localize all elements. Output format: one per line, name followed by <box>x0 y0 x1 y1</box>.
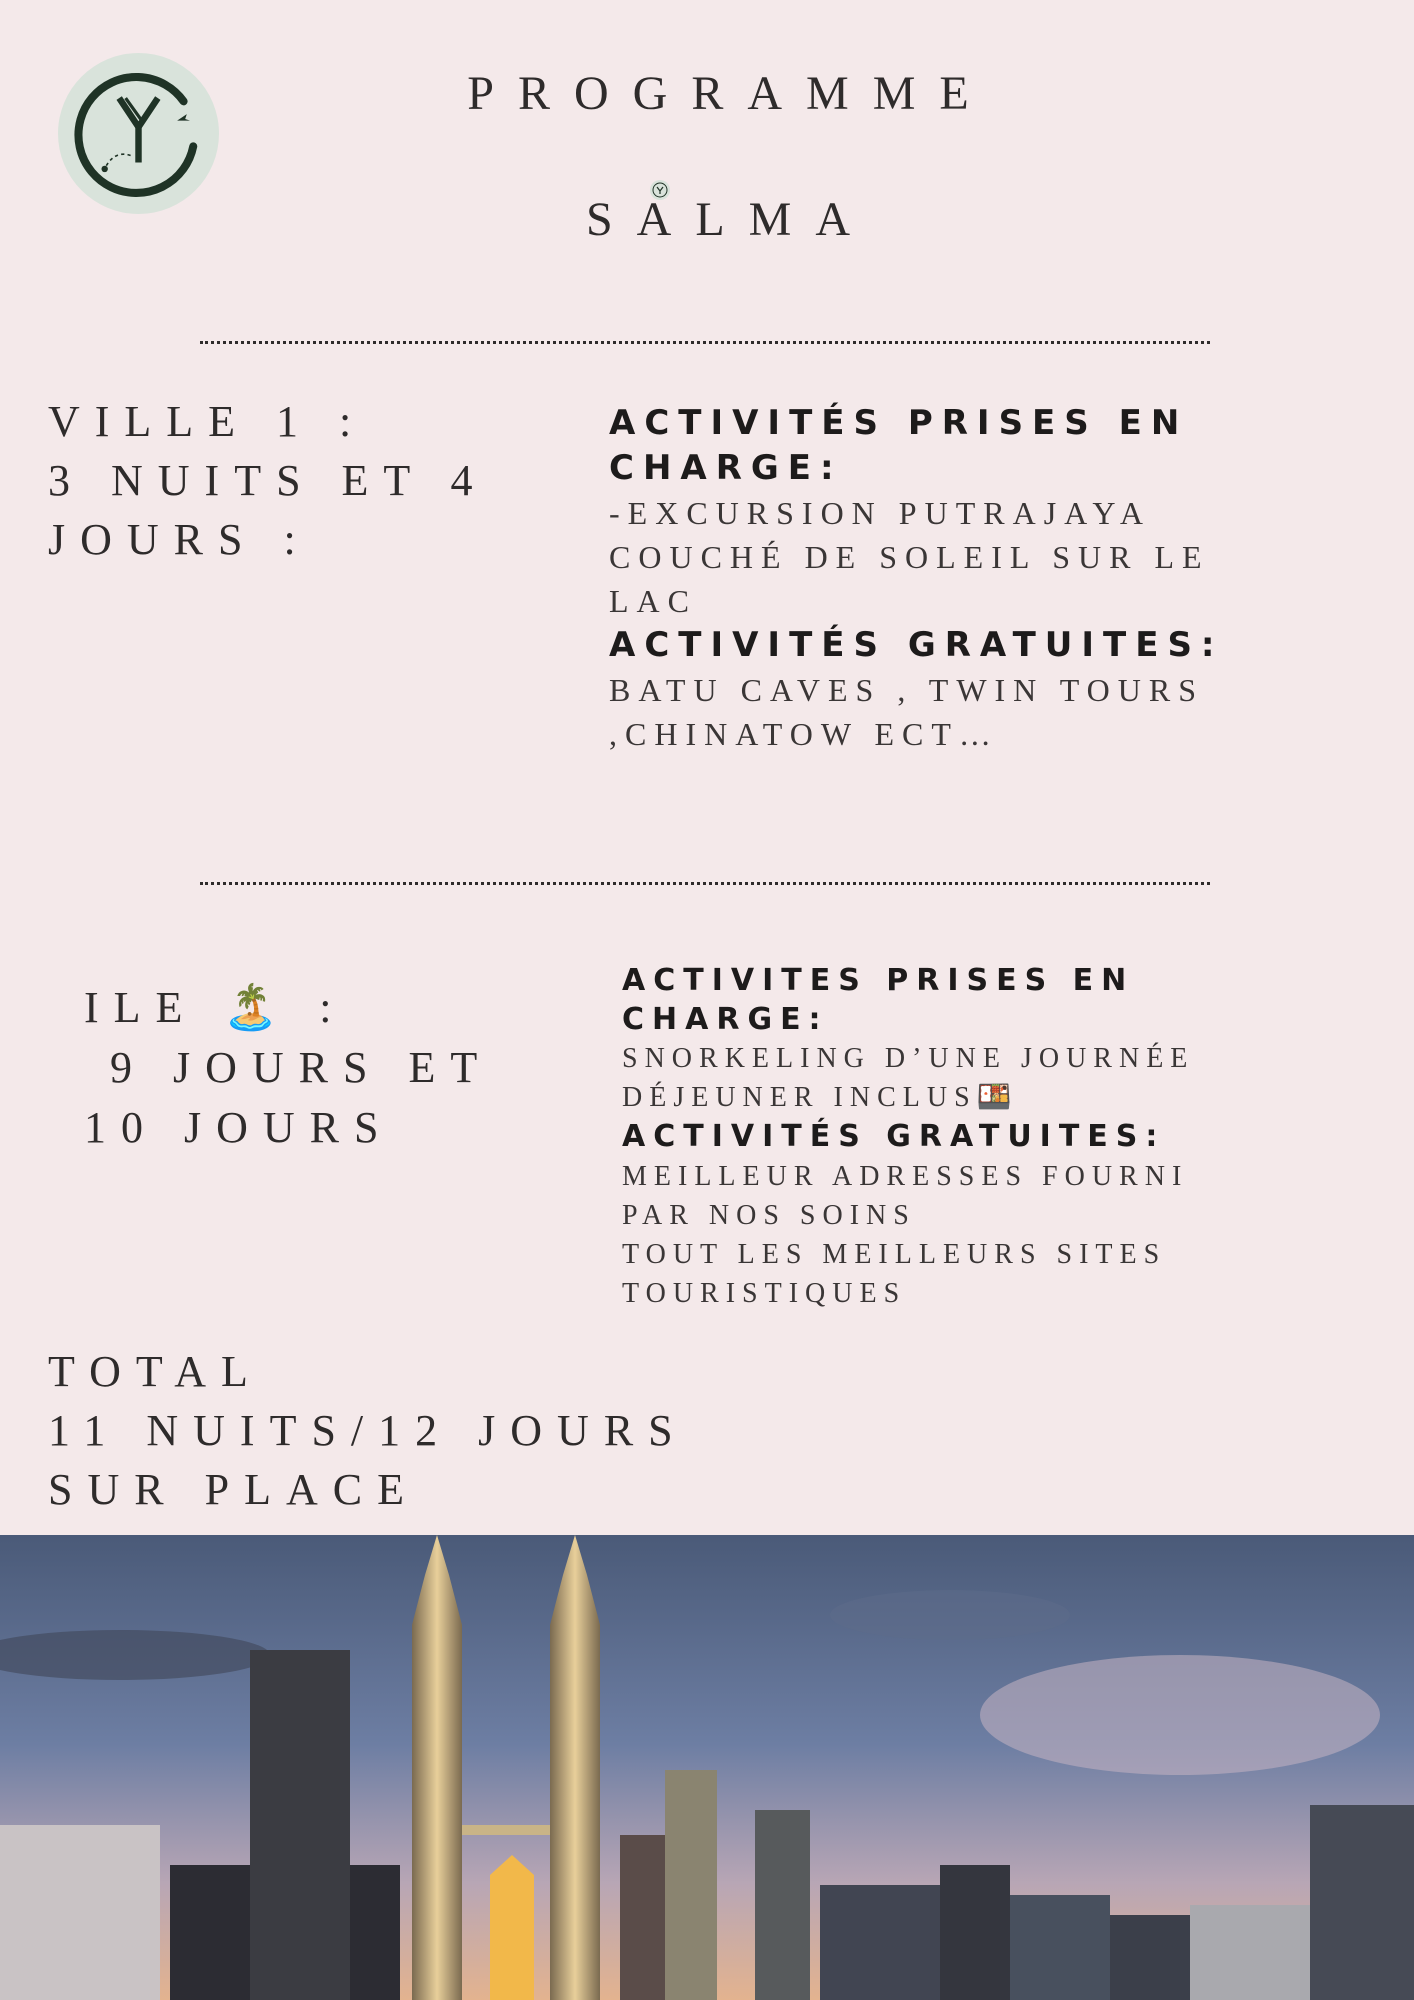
stay-line: VILLE 1 : <box>48 397 367 446</box>
free-activities-list <box>622 1157 1414 1313</box>
heading-line: CHARGE: <box>609 448 843 488</box>
activity-item: MEILLEUR ADRESSES FOURNI <box>622 1161 1189 1192</box>
client-name: SALMA <box>585 193 875 246</box>
divider <box>200 882 1210 885</box>
activity-item: DÉJEUNER INCLUS🍱 <box>622 1082 1019 1113</box>
stay-line: 10 JOURS <box>84 1103 394 1152</box>
heading-line: ACTIVITÉS PRISES EN <box>609 403 1189 443</box>
total-line: TOTAL <box>48 1347 263 1396</box>
activity-item: -EXCURSION PUTRAJAYA <box>609 495 1151 531</box>
total-line: 11 NUITS/12 JOURS <box>48 1406 688 1455</box>
activity-item: PAR NOS SOINS <box>622 1200 916 1231</box>
heading-line: ACTIVITES PRISES EN <box>622 963 1135 998</box>
city-skyline-photo <box>0 1535 1414 2000</box>
stay-line: 3 NUITS ET 4 <box>48 456 488 505</box>
heading-line: CHARGE: <box>622 1002 829 1037</box>
city-stay-summary <box>48 392 488 569</box>
total-line: SUR PLACE <box>48 1465 419 1514</box>
stay-line: ILE 🏝️ : <box>84 983 347 1032</box>
activity-item: TOURISTIQUES <box>622 1278 907 1309</box>
activity-item: COUCHÉ DE SOLEIL SUR LE <box>609 539 1210 575</box>
stay-line: JOURS : <box>48 515 311 564</box>
free-activities-list <box>609 668 1414 756</box>
paid-activities-list <box>622 1039 1414 1117</box>
paid-activities-heading <box>609 401 1414 491</box>
divider <box>200 341 1210 344</box>
total-summary <box>48 1342 688 1519</box>
stay-line: 9 JOURS ET <box>84 1043 493 1092</box>
activity-item: TOUT LES MEILLEURS SITES <box>622 1239 1167 1270</box>
activity-item: LAC <box>609 583 697 619</box>
free-activities-heading: ACTIVITÉS GRATUITES: <box>622 1119 1166 1154</box>
activity-item: SNORKELING D’UNE JOURNÉE <box>622 1043 1195 1074</box>
island-activities <box>622 961 1414 1313</box>
paid-activities-list <box>609 491 1414 623</box>
island-stay-summary <box>84 978 492 1158</box>
page-title: PROGRAMME <box>467 67 993 120</box>
activity-item: ,CHINATOW ECT… <box>609 716 999 752</box>
city-activities <box>609 401 1414 756</box>
paid-activities-heading <box>622 961 1414 1039</box>
activity-item: BATU CAVES , TWIN TOURS <box>609 672 1205 708</box>
free-activities-heading: ACTIVITÉS GRATUITES: <box>609 625 1224 665</box>
brand-logo <box>58 53 219 214</box>
